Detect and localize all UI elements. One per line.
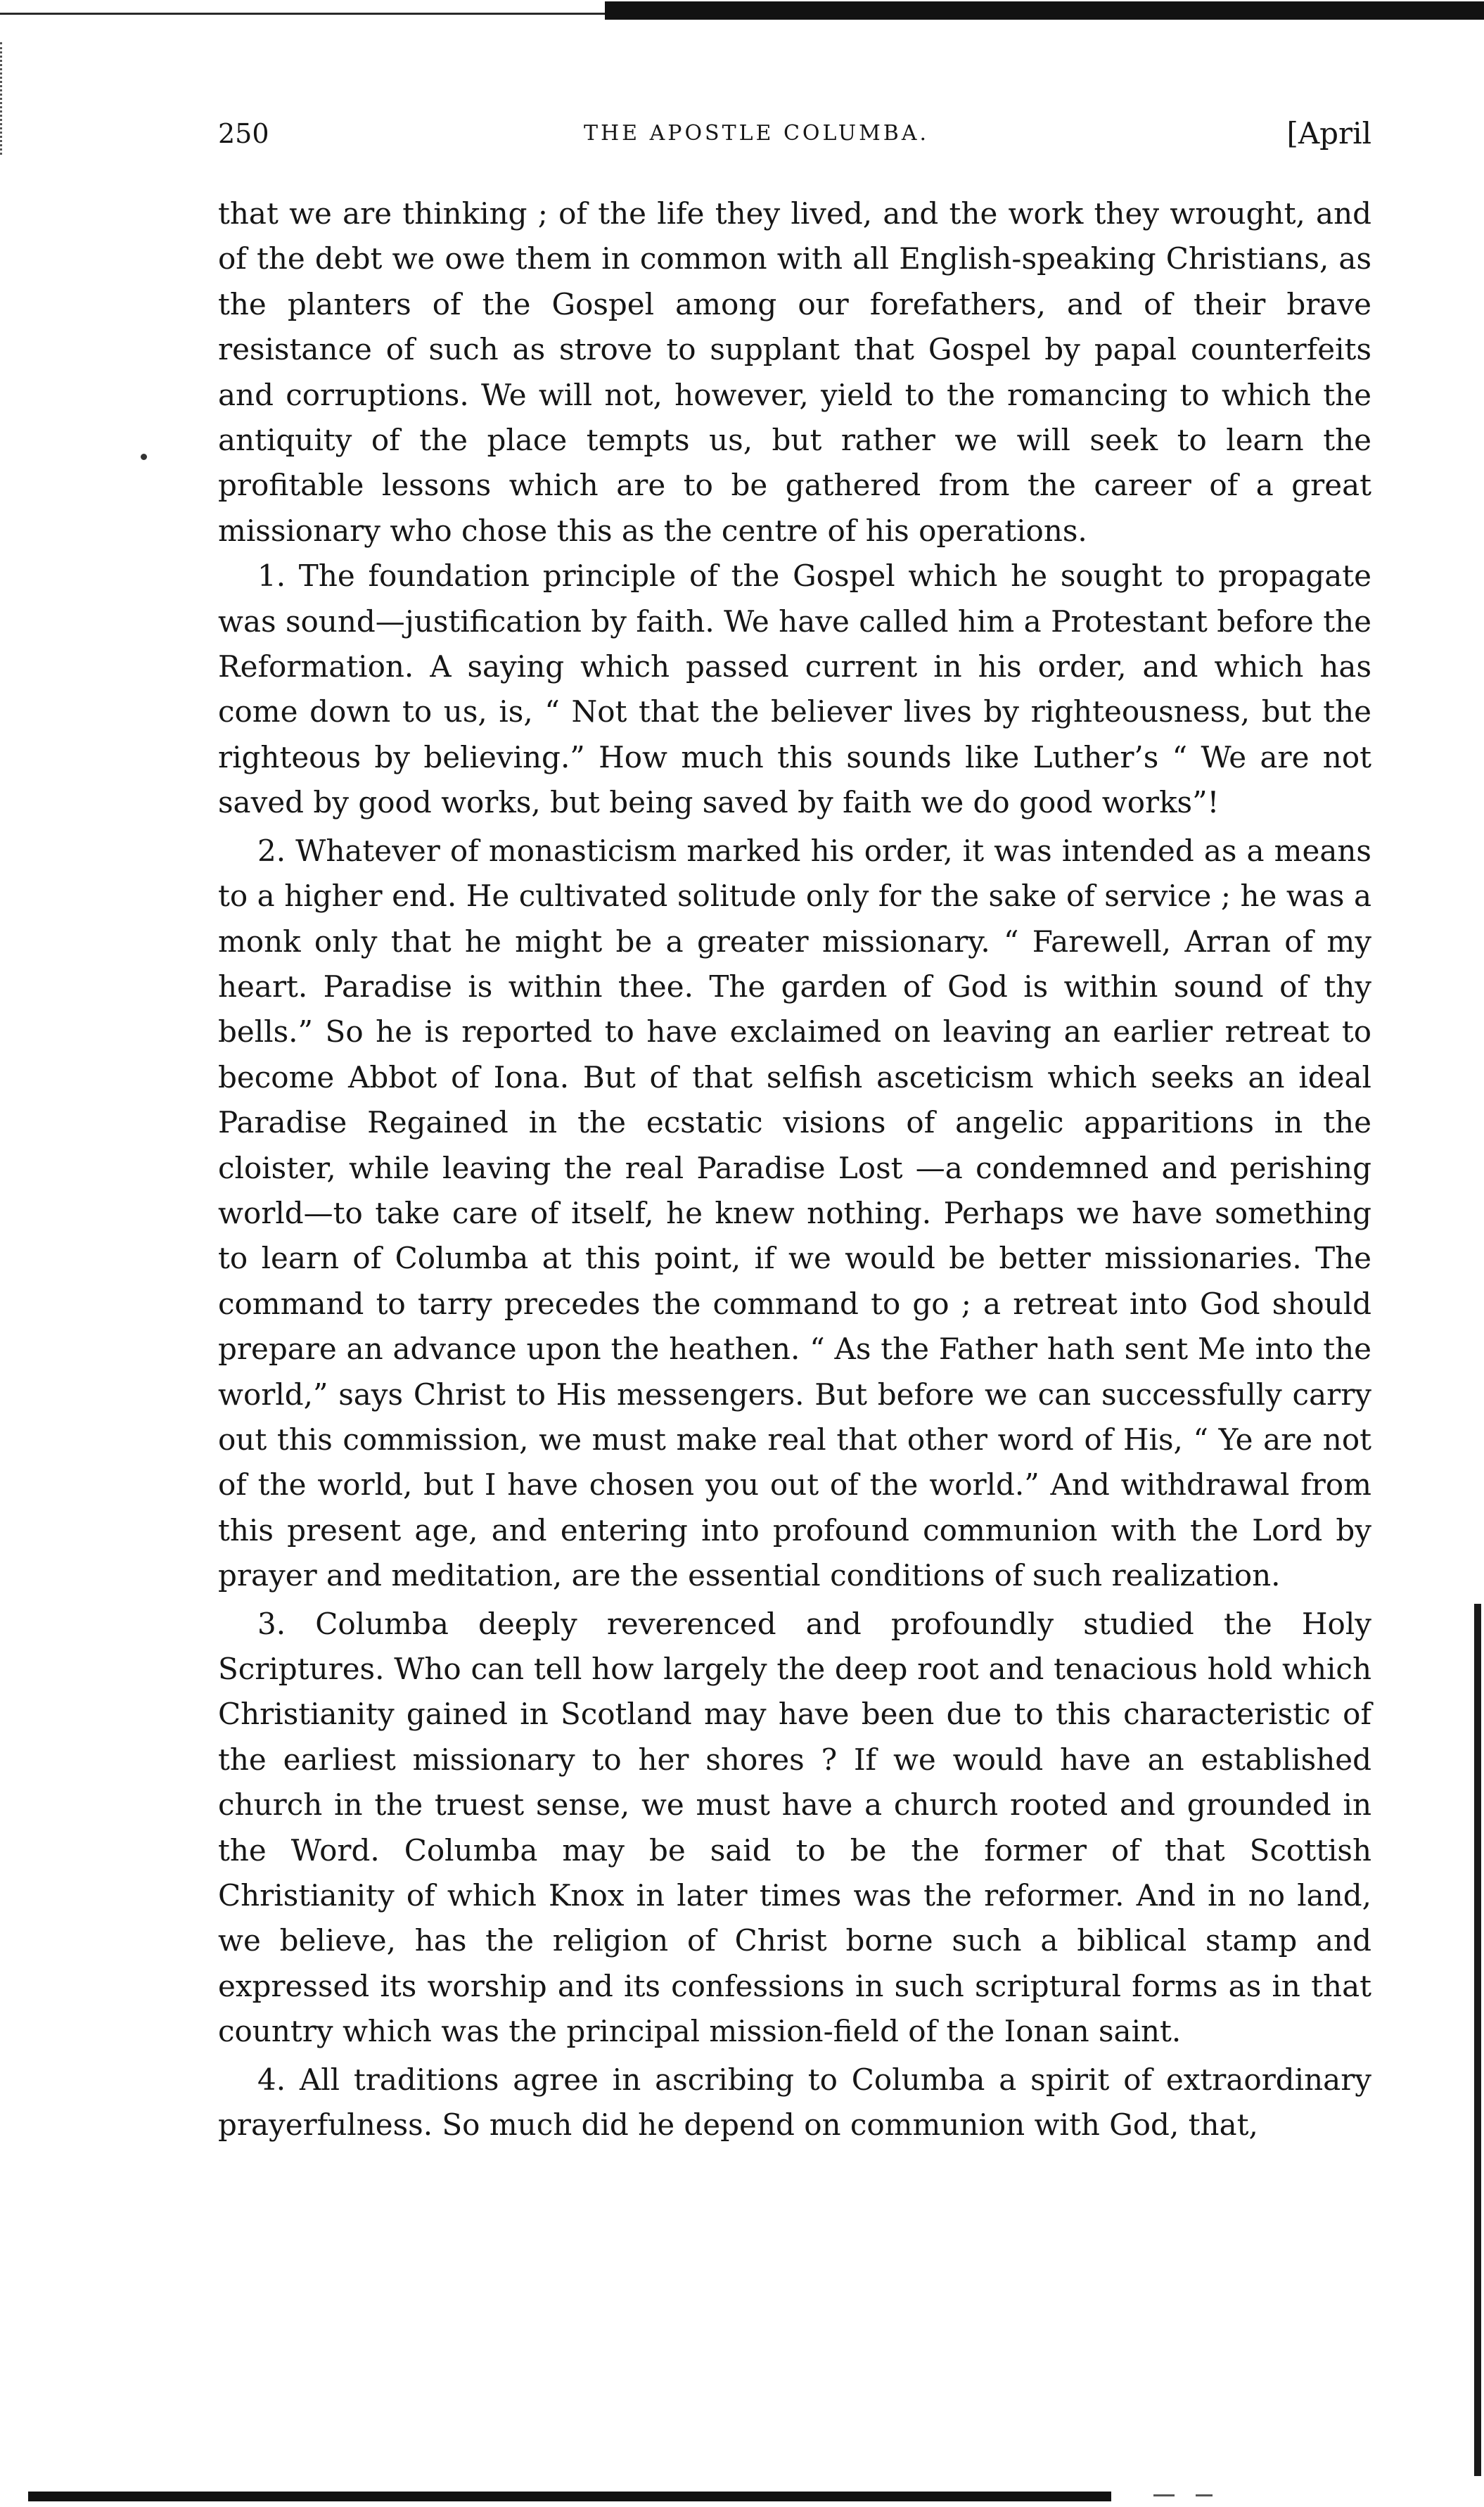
body-text bbox=[218, 191, 1371, 2148]
top-rule-thick-bar bbox=[605, 1, 1484, 20]
bottom-rule-dash bbox=[1153, 2494, 1175, 2496]
top-rule bbox=[0, 0, 1484, 21]
top-rule-thin-line bbox=[0, 13, 605, 15]
margin-speck bbox=[141, 454, 147, 460]
paragraph-continuation: that we are thinking ; of the life they lived, and the work they wrought, and of the debt we owe them in common with all English-speaking Christians, as the planters of the Gospel among our forefathers, and of their brave resistance of such as strove to supplant that Gospel by papal counterfeits and corruptions. We will not, however, yield to the romancing to which the antiquity of the place tempts us, but rather we will seek to learn the profitable lessons which are to be gathered from the career of a great missionary who chose this as the centre of his operations. bbox=[218, 196, 1371, 548]
paragraph-point-2: 2. Whatever of monasticism marked his order, it was intended as a means to a higher end. He cultivated solitude only for the sake of service ; he was a monk only that he might be a greater missionary. “ Farewell, Arran of my heart. Paradise is within thee. The garden of God is within sound of thy bells.” So he is reported to have exclaimed on leaving an earlier retreat to become Abbot of Iona. But of that selfish asceticism which seeks an ideal Paradise Regained in the ecstatic visions of angelic apparitions in the cloister, while leaving the real Paradise Lost —a condemned and perishing world—to take care of itself, he knew nothing. Perhaps we have something to learn of Columba at this point, if we would be better missionaries. The command to tarry precedes the command to go ; a retreat into God should prepare an advance upon the heathen. “ As the Father hath sent Me into the world,” says Christ to His messengers. But before we can successfully carry out this commission, we must make real that other word of His, “ Ye are not of the world, but I have chosen you out of the world.” And withdrawal from this present age, and entering into profound communion with the Lord by prayer and meditation, are the essential conditions of such realization. bbox=[218, 833, 1371, 1593]
paragraph-point-1: 1. The foundation principle of the Gospel which he sought to propagate was sound—justification by faith. We have called him a Protestant before the Reformation. A saying which passed current in his order, and which has come down to us, is, “ Not that the believer lives by righteousness, but the righteous by believing.” How much this sounds like Luther’s “ We are not saved by good works, but being saved by faith we do good works”! bbox=[218, 559, 1371, 820]
running-month: [April bbox=[1286, 116, 1371, 151]
running-title: THE APOSTLE COLUMBA. bbox=[584, 121, 930, 146]
running-head bbox=[218, 113, 1371, 155]
right-edge-shadow bbox=[1474, 1604, 1481, 2476]
left-margin-marks bbox=[0, 42, 8, 155]
page-number: 250 bbox=[218, 118, 269, 149]
paragraph-point-3: 3. Columba deeply reverenced and profoundly studied the Holy Scriptures. Who can tell how largely the deep root and tenacious hold which Christianity gained in Scotland may have been due to this characteristic of the earliest missionary to her shores ? If we would have an established church in the truest sense, we must have a church rooted and grounded in the Word. Columba may be said to be the former of that Scottish Christianity of which Knox in later times was the reformer. And in no land, we believe, has the religion of Christ borne such a biblical stamp and expressed its worship and its confessions in such scriptural forms as in that country which was the principal mission-field of the Ionan saint. bbox=[218, 1606, 1371, 2049]
bottom-rule bbox=[0, 2482, 1484, 2507]
paragraph-point-4: 4. All traditions agree in ascribing to Columba a spirit of extraordinary prayerfulness. So much did he depend on communion with God, that, bbox=[218, 2062, 1371, 2143]
bottom-rule-dash bbox=[1196, 2494, 1213, 2496]
bottom-rule-thick-bar bbox=[28, 2492, 1111, 2501]
